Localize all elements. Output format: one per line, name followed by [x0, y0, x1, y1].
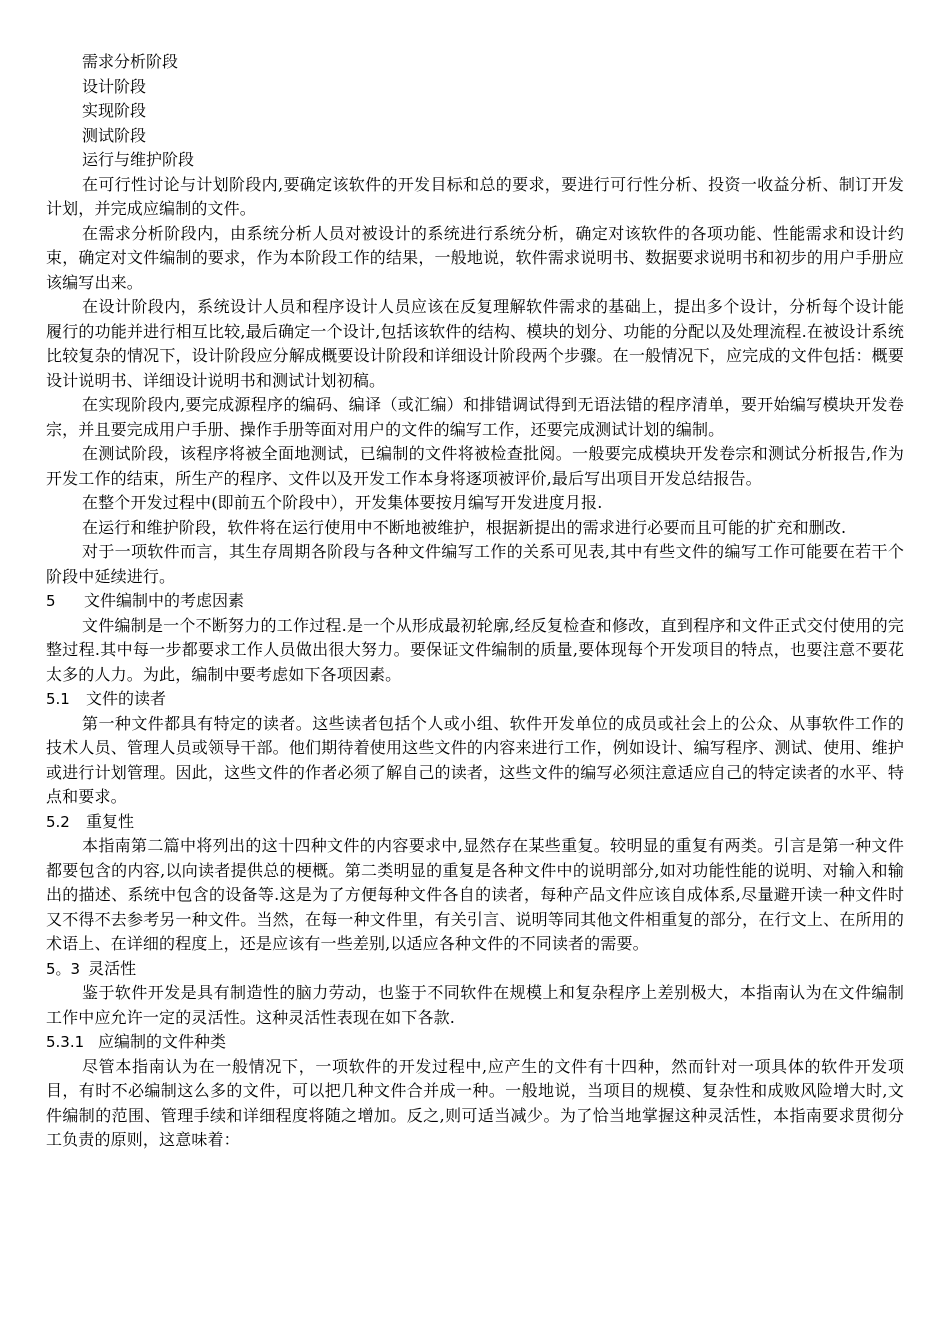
stage-item: 运行与维护阶段: [82, 150, 195, 169]
paragraph-section-5-3-1: 尽管本指南认为在一般情况下，一项软件的开发过程中,应产生的文件有十四种，然而针对一项具体的软件开发项目，有时不必编制这么多的文件，可以把几种文件合并成一种。一般地说，当项目的规模、复杂性和成败风险增大时,文件编制的范围、管理手续和详细程度将随之增加。反之,则可适当减少。为了恰当地掌握这种灵活性，本指南要求贯彻分工负责的原则，这意味着：: [46, 1056, 904, 1149]
paragraph-testing: 在测试阶段，该程序将被全面地测试，已编制的文件将被检查批阅。一般要完成模块开发卷宗和测试分析报告,作为开发工作的结束，所生产的程序、文件以及开发工作本身将逐项被评价,最后写出项目开发总结报告。: [46, 444, 904, 488]
section-heading-5: [46, 589, 904, 614]
section-number: 5.3.1: [46, 1033, 85, 1051]
paragraph-section-5-2: 本指南第二篇中将列出的这十四种文件的内容要求中,显然存在某些重复。较明显的重复有两类。引言是第一种文件都要包含的内容,以向读者提供总的梗概。第二类明显的重复是各种文件中的说明部分,如对功能性能的说明、对输入和输出的描述、系统中包含的设备等.这是为了方便每种文件各自的读者，每种产品文件应该自成体系,尽量避开读一种文件时又不得不去参考另一种文件。当然，在每一种文件里，有关引言、说明等同其他文件相重复的部分，在行文上、在所用的术语上、在详细的程度上，还是应该有一些差别,以适应各种文件的不同读者的需要。: [46, 836, 904, 953]
paragraph-requirements: 在需求分析阶段内，由系统分析人员对被设计的系统进行系统分析，确定对该软件的各项功能、性能需求和设计约束，确定对文件编制的要求，作为本阶段工作的结果，一般地说，软件需求说明书、数据要求说明书和初步的用户手册应该编写出来。: [46, 223, 904, 292]
stage-item: 测试阶段: [82, 125, 147, 145]
section-number: 5: [46, 592, 56, 610]
stage-item: 设计阶段: [82, 76, 147, 96]
section-title: 应编制的文件种类: [98, 1032, 227, 1051]
paragraph-feasibility: 在可行性讨论与计划阶段内,要确定该软件的开发目标和总的要求，要进行可行性分析、投资一收益分析、制订开发计划，并完成应编制的文件。: [46, 174, 904, 218]
paragraph-monthly-report: 在整个开发过程中(即前五个阶段中），开发集体要按月编写开发进度月报.: [82, 493, 603, 512]
stage-list: [46, 50, 904, 173]
section-heading-5-1: [46, 687, 904, 712]
section-title: 文件的读者: [86, 689, 167, 708]
paragraph-implementation: 在实现阶段内,要完成源程序的编码、编译（或汇编）和排错调试得到无语法错的程序清单，要开始编写模块开发卷宗，并且要完成用户手册、操作手册等面对用户的文件的编写工作，还要完成测试计划的编制。: [46, 395, 904, 439]
paragraph-design: 在设计阶段内，系统设计人员和程序设计人员应该在反复理解软件需求的基础上，提出多个设计，分析每个设计能履行的功能并进行相互比较,最后确定一个设计,包括该软件的结构、模块的划分、功能的分配以及处理流程.在被设计系统比较复杂的情况下，设计阶段应分解成概要设计阶段和详细设计阶段两个步骤。在一般情况下，应完成的文件包括：概要设计说明书、详细设计说明书和测试计划初稿。: [46, 297, 904, 390]
section-number: 5.2: [46, 812, 70, 831]
section-title: 文件编制中的考虑因素: [84, 591, 245, 610]
section-heading-5-3: [46, 957, 904, 982]
section-heading-5-3-1: [46, 1030, 904, 1055]
section-heading-5-2: [46, 810, 904, 835]
paragraph-lifecycle: 对于一项软件而言，其生存周期各阶段与各种文件编写工作的关系可见表,其中有些文件的编写工作可能要在若干个阶段中延续进行。: [46, 542, 904, 586]
paragraph-section-5-1: 第一种文件都具有特定的读者。这些读者包括个人或小组、软件开发单位的成员或社会上的公众、从事软件工作的技术人员、管理人员或领导干部。他们期待着使用这些文件的内容来进行工作，例如设计、编写程序、测试、使用、维护或进行计划管理。因此，这些文件的作者必须了解自己的读者，这些文件的编写必须注意适应自己的特定读者的水平、特点和要求。: [46, 713, 904, 806]
stage-item: 需求分析阶段: [82, 52, 179, 71]
section-title: 重复性: [86, 811, 135, 831]
stage-item: 实现阶段: [82, 101, 147, 120]
section-title: 灵活性: [88, 958, 137, 978]
paragraph-section-5-intro: 文件编制是一个不断努力的工作过程.是一个从形成最初轮廓,经反复检查和修改，直到程序和文件正式交付使用的完整过程.其中每一步都要求工作人员做出很大努力。要保证文件编制的质量,要体现每个开发项目的特点，也要注意不要花太多的人力。为此，编制中要考虑如下各项因素。: [46, 615, 904, 684]
paragraph-section-5-3: 鉴于软件开发是具有制造性的脑力劳动，也鉴于不同软件在规模上和复杂程序上差别极大，本指南认为在文件编制工作中应允许一定的灵活性。这种灵活性表现在如下各款.: [46, 983, 904, 1027]
section-number: 5。3: [46, 959, 81, 978]
document-page: [46, 50, 904, 1153]
paragraph-maintenance: 在运行和维护阶段，软件将在运行使用中不断地被维护，根据新提出的需求进行必要而且可能的扩充和删改.: [82, 517, 847, 537]
section-number: 5.1: [46, 690, 70, 708]
